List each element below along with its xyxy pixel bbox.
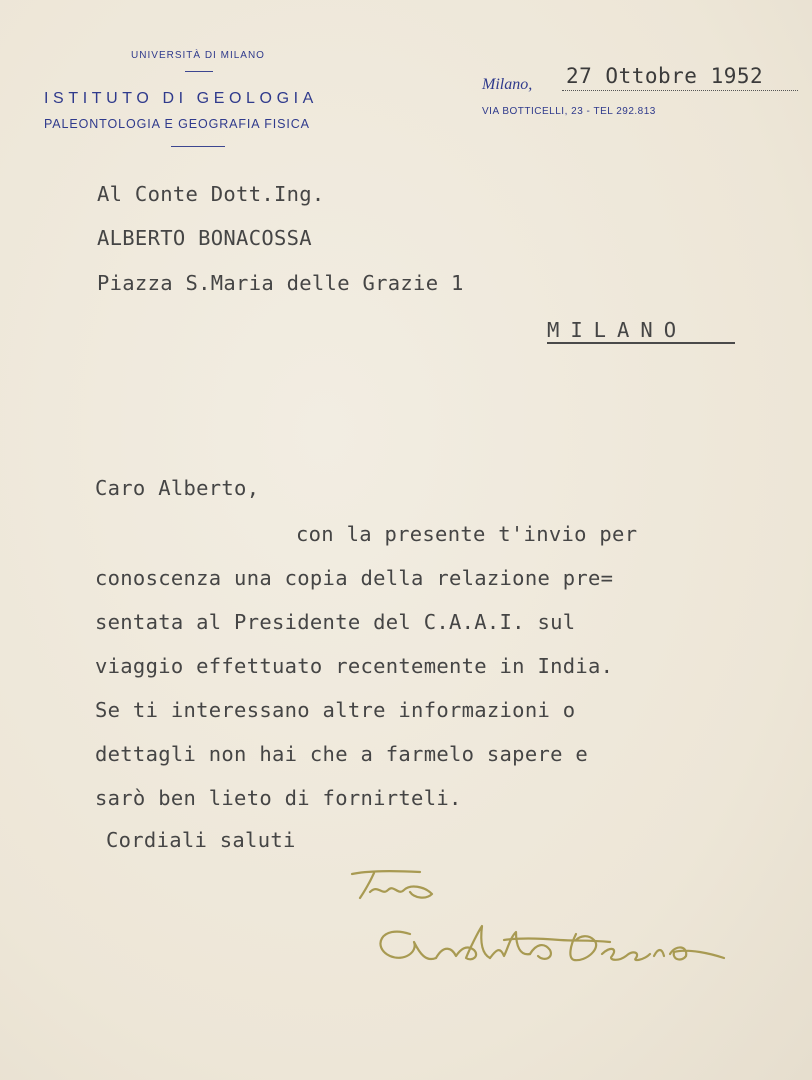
body-line: dettagli non hai che a farmelo sapere e (95, 742, 589, 766)
recipient-address: Piazza S.Maria delle Grazie 1 (97, 271, 464, 295)
letterhead-place: Milano, (482, 76, 533, 93)
recipient-title: Al Conte Dott.Ing. (97, 182, 325, 206)
handwritten-signature (340, 862, 740, 982)
closing: Cordiali saluti (106, 828, 296, 852)
body-line: viaggio effettuato recentemente in India. (95, 654, 614, 678)
body-line: con la presente t'invio per (296, 522, 638, 546)
letterhead-divider-bottom (171, 146, 225, 147)
body-line: Se ti interessano altre informazioni o (95, 698, 576, 722)
department-name: PALEONTOLOGIA E GEOGRAFIA FISICA (44, 117, 310, 131)
recipient-name: ALBERTO BONACOSSA (97, 226, 312, 250)
recipient-city: MILANO (547, 318, 688, 342)
salutation: Caro Alberto, (95, 476, 260, 500)
letterhead-address: VIA BOTTICELLI, 23 - TEL 292.813 (482, 106, 656, 117)
body-line: conoscenza una copia della relazione pre= (95, 566, 614, 590)
letterhead-divider-top (185, 71, 213, 72)
letter-date: 27 Ottobre 1952 (566, 64, 764, 88)
city-underline (547, 342, 735, 344)
date-dotted-line (562, 90, 798, 91)
body-line: sarò ben lieto di fornirteli. (95, 786, 462, 810)
university-name: UNIVERSITÀ DI MILANO (131, 50, 265, 61)
institute-name: ISTITUTO DI GEOLOGIA (44, 90, 318, 107)
body-line: sentata al Presidente del C.A.A.I. sul (95, 610, 576, 634)
